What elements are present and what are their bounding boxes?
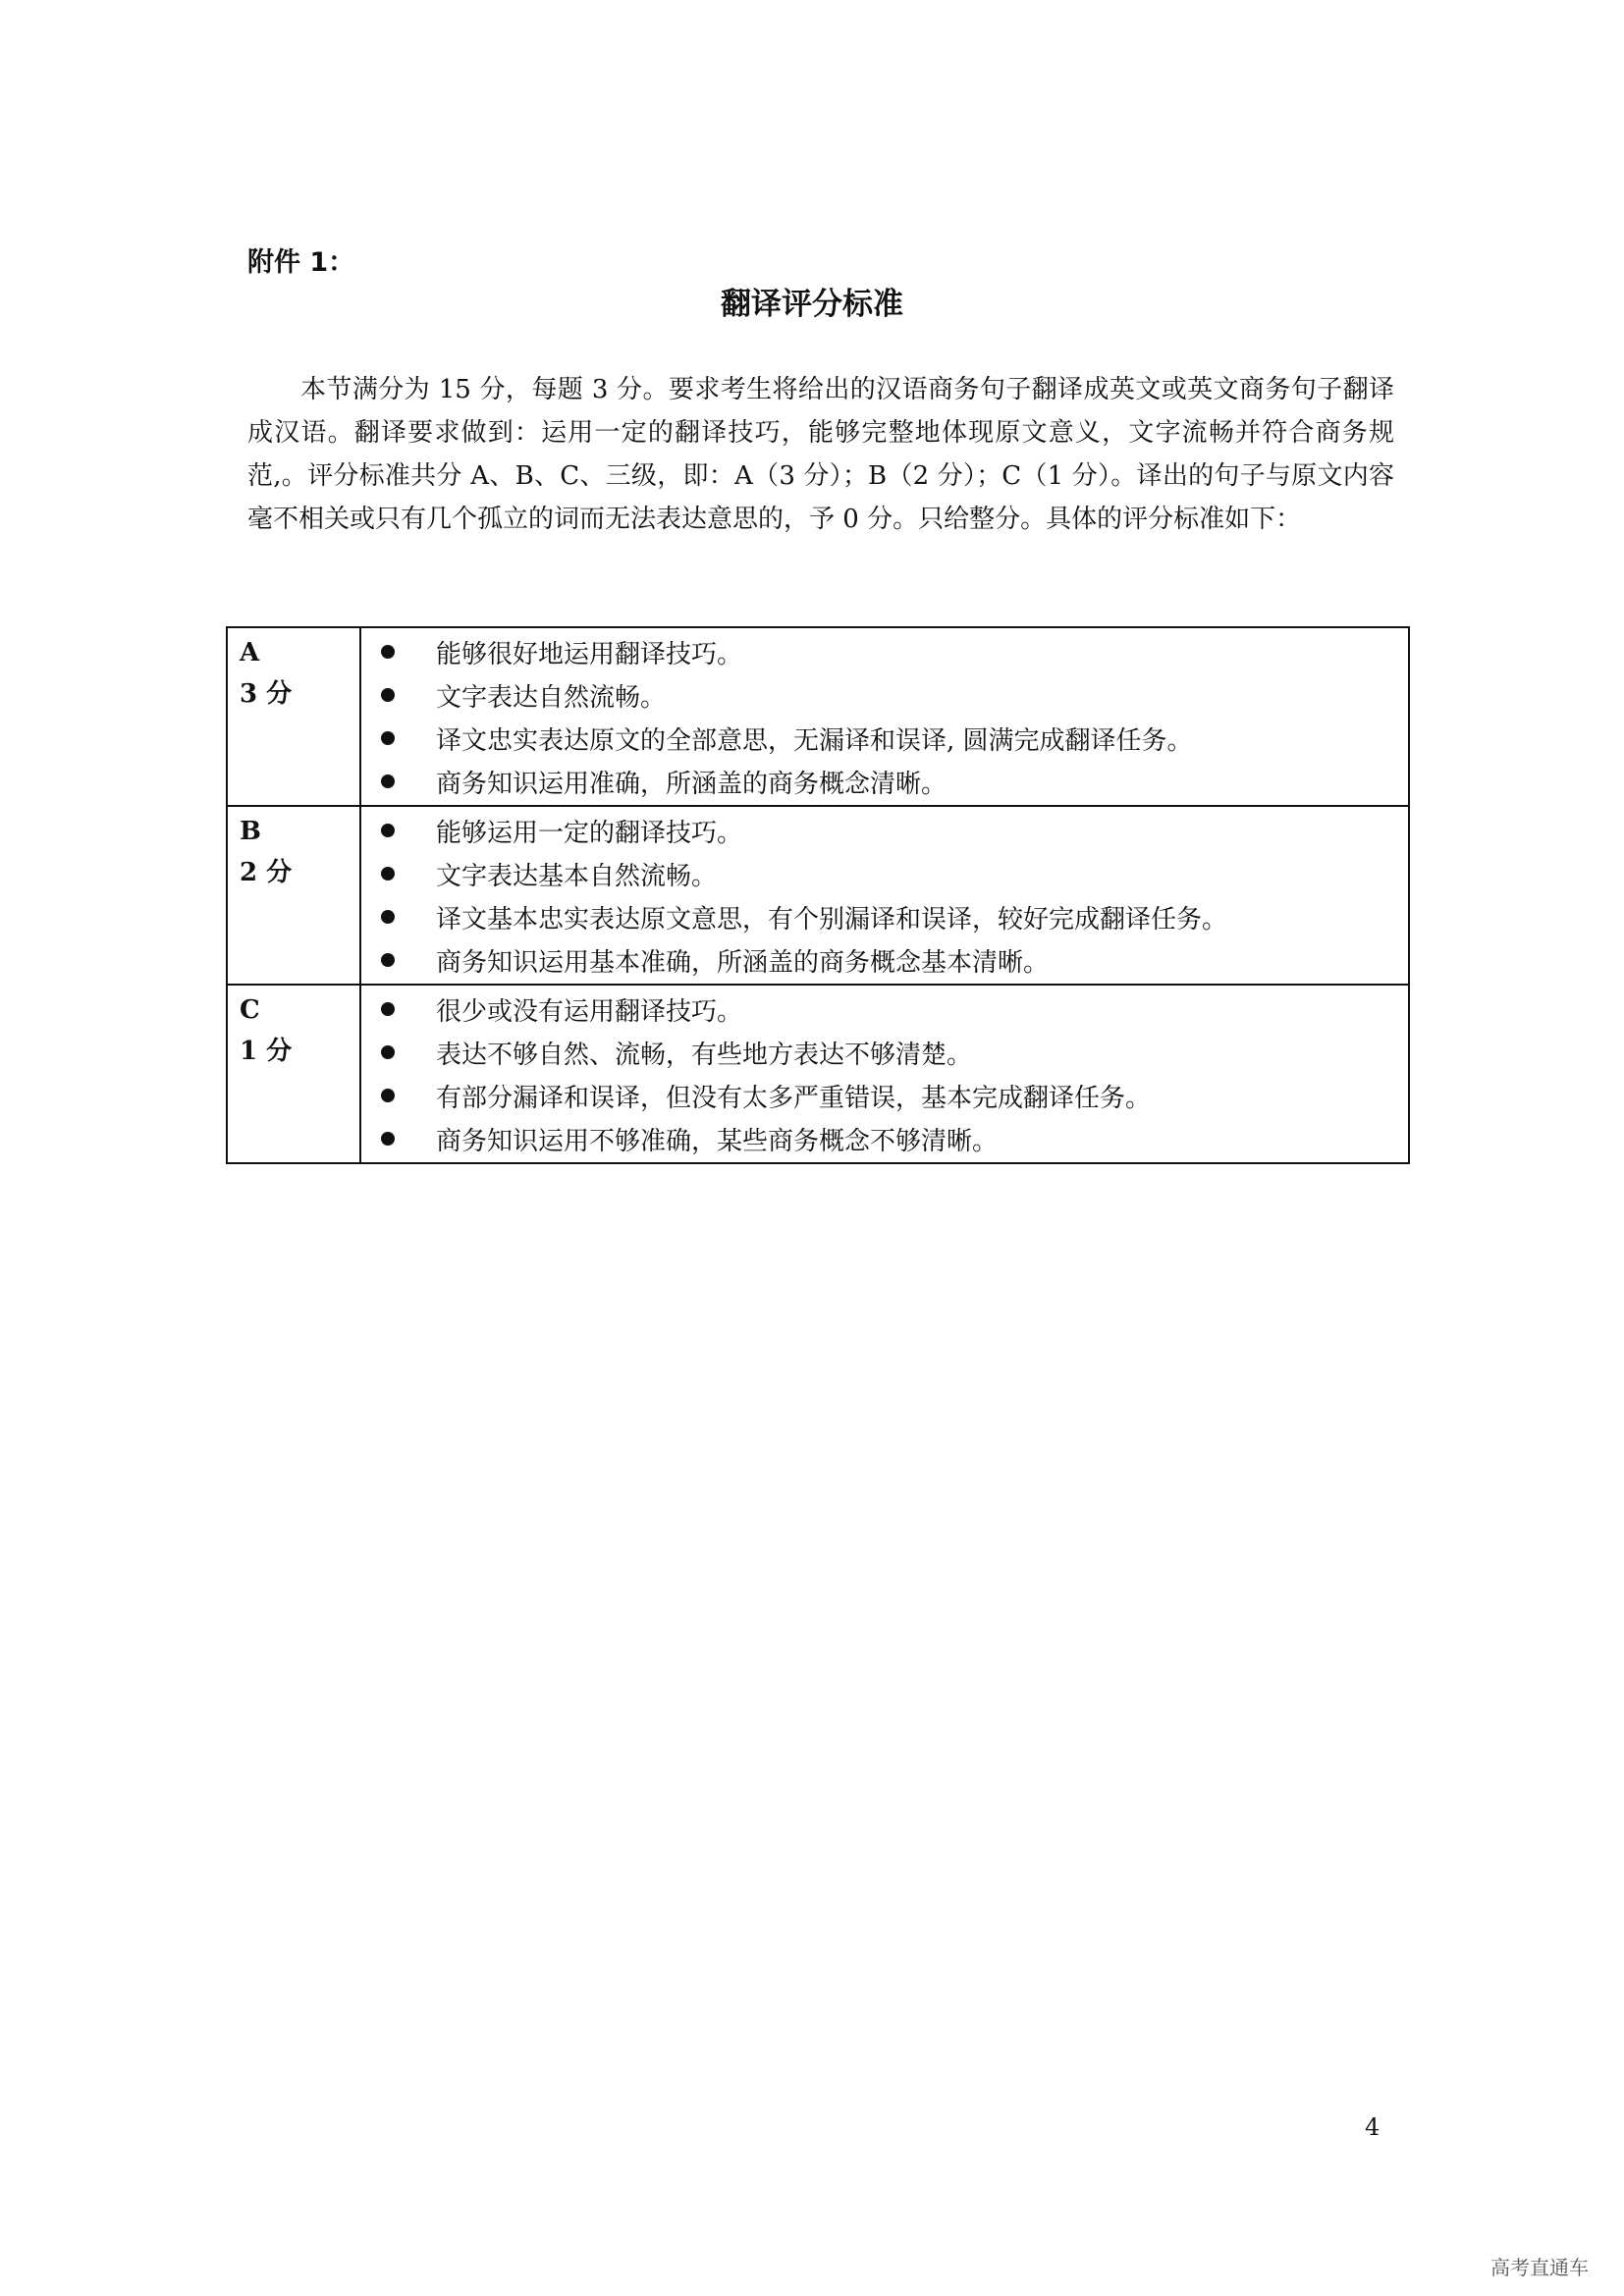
grade-row-b — [227, 806, 1409, 985]
grade-label-cell — [227, 627, 360, 806]
bullet-icon — [381, 774, 395, 788]
criteria-text: 表达不够自然、流畅，有些地方表达不够清楚。 — [436, 1040, 973, 1070]
watermark: 高考直通车 — [1490, 2256, 1589, 2279]
criteria-text: 译文基本忠实表达原文意思，有个别漏译和误译，较好完成翻译任务。 — [436, 904, 1228, 934]
criteria-text: 能够很好地运用翻译技巧。 — [436, 639, 743, 669]
criteria-item — [361, 1074, 1408, 1117]
criteria-item — [361, 717, 1408, 760]
criteria-cell — [360, 985, 1409, 1163]
criteria-text: 有部分漏译和误译，但没有太多严重错误，基本完成翻译任务。 — [436, 1083, 1152, 1113]
page-number: 4 — [1365, 2113, 1380, 2141]
grade-score: 2 分 — [240, 858, 293, 887]
grade-row-a — [227, 627, 1409, 806]
criteria-item — [361, 630, 1408, 673]
criteria-item — [361, 1031, 1408, 1074]
bullet-icon — [381, 731, 395, 745]
criteria-text: 很少或没有运用翻译技巧。 — [436, 996, 743, 1027]
bullet-icon — [381, 953, 395, 967]
grade-letter: B — [240, 817, 261, 846]
criteria-item — [361, 1117, 1408, 1160]
grade-row-c — [227, 985, 1409, 1163]
grade-score: 3 分 — [240, 679, 293, 709]
bullet-icon — [381, 1132, 395, 1146]
criteria-text: 商务知识运用不够准确，某些商务概念不够清晰。 — [436, 1126, 999, 1156]
criteria-text: 文字表达自然流畅。 — [436, 682, 667, 713]
criteria-item — [361, 673, 1408, 717]
criteria-list — [361, 988, 1408, 1160]
grade-letter: C — [240, 995, 260, 1025]
criteria-item — [361, 760, 1408, 803]
document-title: 翻译评分标准 — [721, 287, 903, 322]
criteria-cell — [360, 806, 1409, 985]
criteria-item — [361, 809, 1408, 852]
criteria-text: 商务知识运用准确，所涵盖的商务概念清晰。 — [436, 769, 947, 799]
bullet-icon — [381, 1045, 395, 1059]
criteria-item — [361, 938, 1408, 982]
grade-label-cell — [227, 985, 360, 1163]
criteria-item — [361, 895, 1408, 938]
bullet-icon — [381, 688, 395, 702]
bullet-icon — [381, 910, 395, 924]
criteria-item — [361, 852, 1408, 895]
criteria-item — [361, 988, 1408, 1031]
criteria-text: 商务知识运用基本准确，所涵盖的商务概念基本清晰。 — [436, 947, 1050, 978]
grading-criteria-table — [226, 626, 1410, 1164]
bullet-icon — [381, 645, 395, 659]
criteria-text: 文字表达基本自然流畅。 — [436, 861, 718, 891]
criteria-cell — [360, 627, 1409, 806]
bullet-icon — [381, 1002, 395, 1016]
criteria-text: 能够运用一定的翻译技巧。 — [436, 818, 743, 848]
criteria-text: 译文忠实表达原文的全部意思，无漏译和误译, 圆满完成翻译任务。 — [436, 725, 1193, 756]
bullet-icon — [381, 824, 395, 837]
bullet-icon — [381, 1089, 395, 1102]
attachment-label: 附件 1： — [247, 247, 355, 278]
grade-letter: A — [240, 638, 260, 667]
bullet-icon — [381, 867, 395, 881]
grade-label-cell — [227, 806, 360, 985]
criteria-list — [361, 630, 1408, 803]
grade-score: 1 分 — [240, 1037, 293, 1066]
criteria-list — [361, 809, 1408, 982]
intro-paragraph: 本节满分为 15 分，每题 3 分。要求考生将给出的汉语商务句子翻译成英文或英文商务句子翻译成汉语。翻译要求做到：运用一定的翻译技巧，能够完整地体现原文意义，文字流畅并符合商务规范,。评分标准共分 A、B、C、三级，即：A（3 分）；B（2 分）；C（1 分）。译出的句子与原文内容毫不相关或只有几个孤立的词而无法表达意思的，予 0 分。只给整分。具体的评分标准如下： — [247, 375, 1394, 534]
